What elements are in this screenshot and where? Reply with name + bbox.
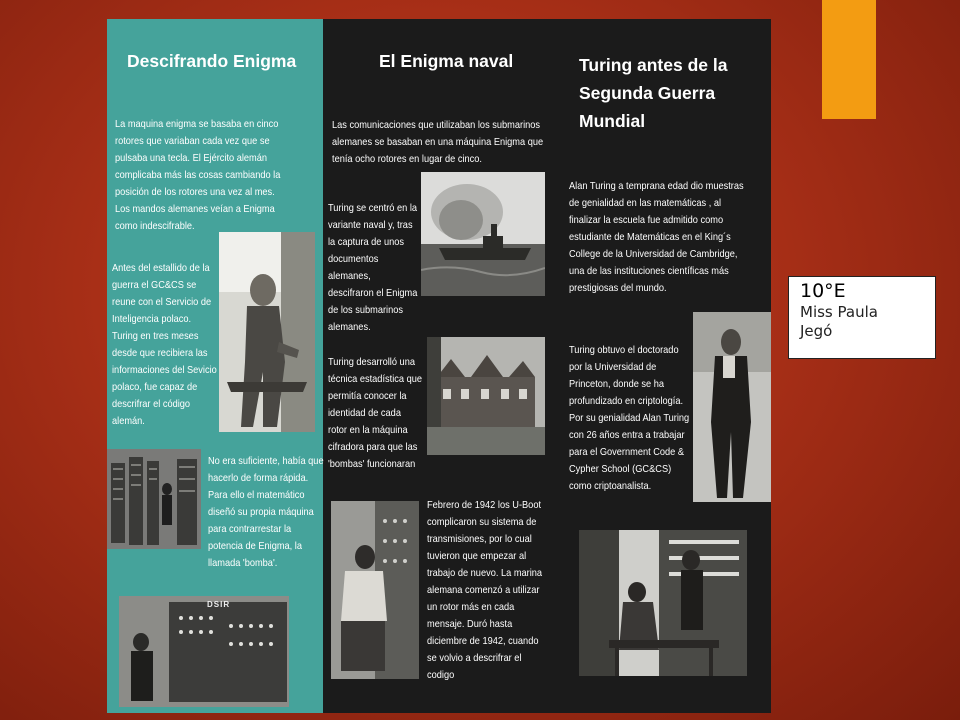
class-info-box bbox=[788, 276, 936, 359]
orange-accent-bar bbox=[822, 0, 876, 119]
turing-computer-photo bbox=[579, 530, 747, 676]
ship-explosion-photo bbox=[421, 172, 545, 296]
teacher-last-name: Jegó bbox=[800, 322, 833, 340]
col3-paragraph-2: Turing obtuvo el doctorado por la Universidad de Princeton, donde se ha profundizado en criptología. Por su genialidad Alan Turing con 26 años entra a trabajar para el Government Code & Cypher School (GC&CS) como criptoanalista. bbox=[569, 344, 690, 492]
col2-paragraph-4: Febrero de 1942 los U-Boot complicaron su sistema de transmisiones, por lo cual tuvieron que empezar al trabajo de nuevo. La marina alemana comenzó a utilizar un rotor más en cada mensaje. Duró hasta diciembre de 1942, cuando se volvio a descrifrar el codigo bbox=[427, 499, 543, 681]
turing-seated-photo bbox=[219, 232, 315, 432]
col1-title: Descifrando Enigma bbox=[127, 51, 297, 71]
col2-paragraph-3: Turing desarrolló una técnica estadística que permitía conocer la identidad de cada rotor en la máquina cifradora para que las 'bombas' funcionaran bbox=[328, 356, 423, 470]
teacher-first-name: Miss Paula bbox=[800, 303, 878, 321]
dsir-label: DSIR bbox=[207, 600, 231, 609]
col3-title-line3: Mundial bbox=[579, 111, 646, 131]
col1-paragraph-1: La maquina enigma se basaba en cinco rotores que variaban cada vez que se pulsaba una tecla. El Ejército alemán complicaba más las cosas cambiando la posición de los rotores una vez al mes. Los mandos alemanes veían a Enigma como indescifrable. bbox=[115, 118, 281, 232]
col3-title-line1: Turing antes de la bbox=[579, 55, 728, 75]
col3-paragraph-1: Alan Turing a temprana edad dio muestras de genialidad en las matemáticas , al finalizar la escuela fue admitido como estudiante de Matemáticas en el King´s College de la Universidad de Cambridge, una de las instituciones científicas más prestigiosas del mundo. bbox=[569, 180, 744, 294]
mansion-photo bbox=[427, 337, 545, 455]
dsir-machine-photo bbox=[119, 596, 289, 707]
col3-title bbox=[579, 51, 727, 135]
col1-paragraph-2: Antes del estallido de la guerra el GC&CS se reune con el Servicio de Inteligencia polaco. Turing en tres meses desde que recibiera las informaciones del Sevicio polaco, fue capaz de descrifrar el código alemán. bbox=[112, 262, 217, 427]
computer-room-photo bbox=[107, 449, 201, 549]
class-grade: 10°E bbox=[800, 280, 846, 302]
col2-title: El Enigma naval bbox=[379, 51, 514, 71]
operator-photo bbox=[331, 501, 419, 679]
turing-poster bbox=[107, 19, 771, 713]
col1-paragraph-3: No era suficiente, había que hacerlo de forma rápida. Para ello el matemático diseñó su propia máquina para contrarrestar la potencia de Enigma, la llamada 'bomba'. bbox=[208, 455, 324, 569]
col2-paragraph-1: Las comunicaciones que utilizaban los submarinos alemanes se basaban en una máquina Enigma que tenía ocho rotores en lugar de cinco. bbox=[332, 119, 544, 165]
col3-title-line2: Segunda Guerra bbox=[579, 83, 716, 103]
turing-standing-photo bbox=[693, 312, 771, 502]
col2-paragraph-2: Turing se centró en la variante naval y, tras la captura de unos documentos alemanes, descifraron el Enigma de los submarinos alemanes. bbox=[328, 202, 418, 333]
